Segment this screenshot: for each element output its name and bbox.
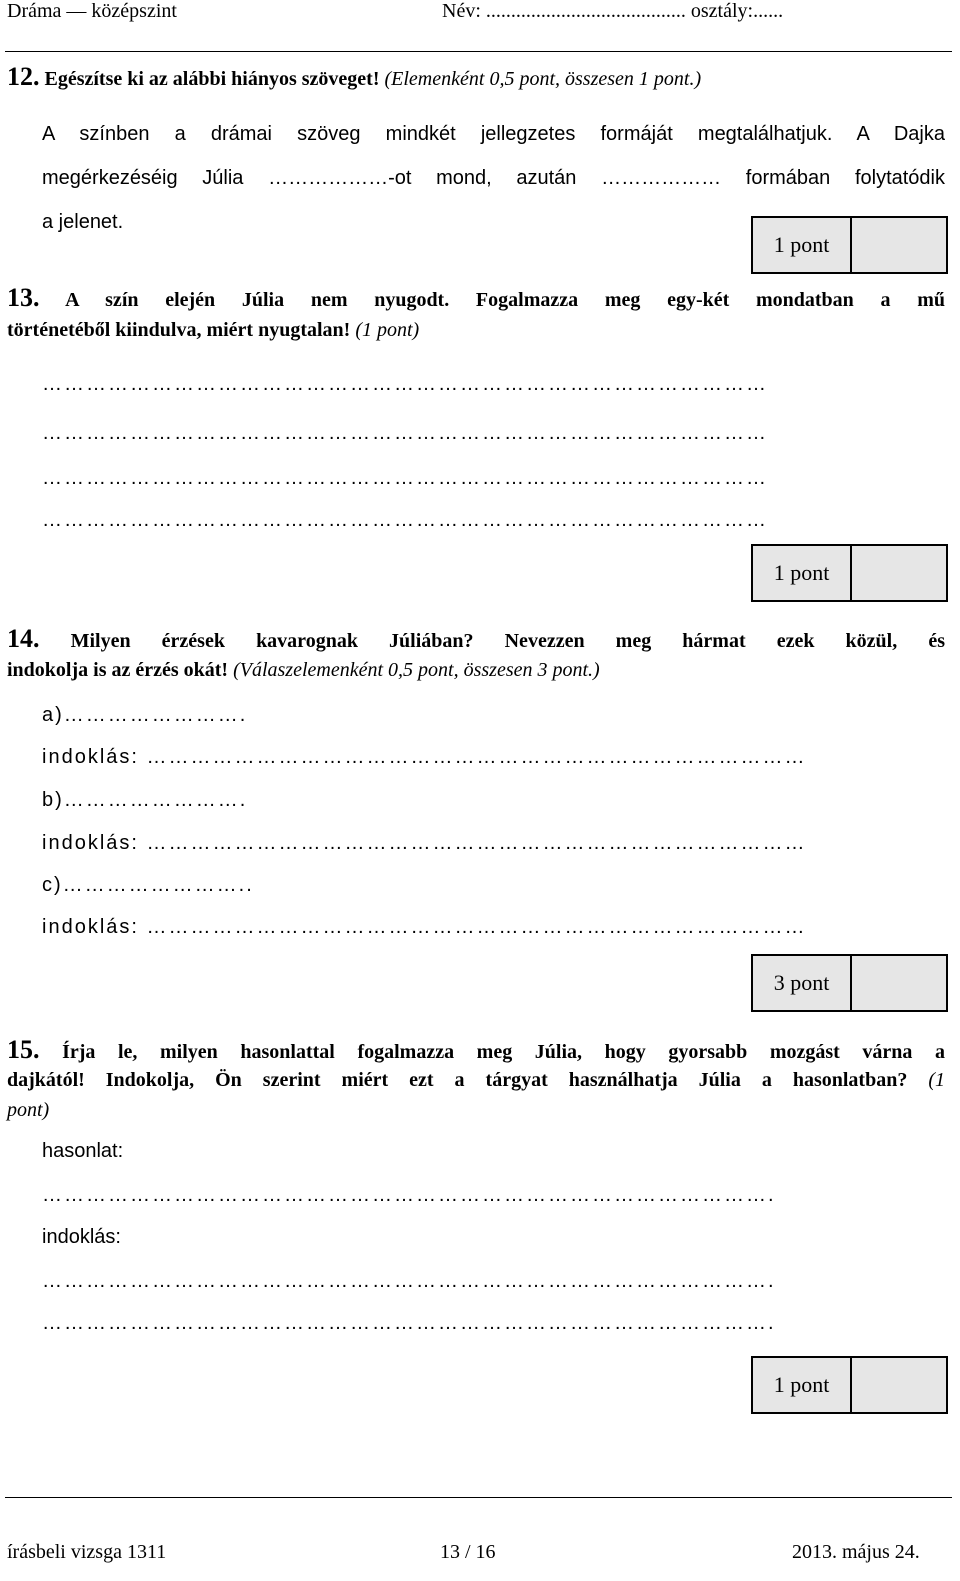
q15-reason-label: indoklás:	[42, 1226, 121, 1248]
q12-line-2: megérkezéséig Júlia ………………-ot mond, azután ……………… formában folytatódik	[42, 167, 945, 189]
q15-score-box	[751, 1356, 948, 1414]
q14-reason-b[interactable]: indoklás: ………………………………………………………………………………	[42, 832, 807, 854]
q13-prompt-1	[7, 283, 945, 315]
q15-reason-line-2[interactable]: ……………………………………………………………………………………….	[42, 1312, 776, 1334]
q14-answer-b[interactable]: b)…………………….	[42, 789, 248, 811]
q12-line-3: a jelenet.	[42, 211, 124, 233]
footer-date: 2013. május 24.	[792, 1541, 920, 1563]
q14-score-box	[751, 954, 948, 1012]
q13-answer-line-4[interactable]: ………………………………………………………………………………………	[42, 509, 768, 531]
q14-answer-c[interactable]: c)……………………..	[42, 874, 254, 896]
q12-score-label: 1 pont	[753, 218, 852, 272]
q15-score-field[interactable]	[852, 1358, 946, 1412]
q14-text-1: Milyen érzések kavarognak Júliában? Nevezzen meg hármat ezek közül, és	[39, 630, 945, 652]
q13-score-box	[751, 544, 948, 602]
q15-simile-line[interactable]: ……………………………………………………………………………………….	[42, 1184, 776, 1206]
q14-text-2: indokolja is az érzés okát!	[7, 659, 234, 681]
q12-text: Egészítse ki az alábbi hiányos szöveget!	[39, 68, 385, 90]
header-name-class: Név: ........................................ osztály:......	[442, 0, 784, 22]
q14-prompt-1	[7, 624, 945, 656]
q13-score-field[interactable]	[852, 546, 946, 600]
q15-note-2: pont)	[7, 1099, 50, 1121]
footer-exam: írásbeli vizsga 1311	[7, 1541, 167, 1563]
q15-prompt-2	[7, 1065, 945, 1095]
q12-score-field[interactable]	[852, 218, 946, 272]
q12-prompt	[7, 62, 945, 94]
q13-note: (1 pont)	[355, 319, 420, 341]
q15-text-1: Írja le, milyen hasonlattal fogalmazza meg Júlia, hogy gyorsabb mozgást várna a	[39, 1041, 945, 1063]
q15-note-1: (1	[928, 1069, 945, 1091]
q13-answer-line-1[interactable]: ………………………………………………………………………………………	[42, 373, 768, 395]
q12-line-1: A színben a drámai szöveg mindkét jellegzetes formáját megtalálhatjuk. A Dajka	[42, 123, 945, 145]
header-subject: Dráma — középszint	[7, 0, 177, 22]
q13-text-2: történetéből kiindulva, miért nyugtalan!	[7, 319, 356, 341]
q12-note: (Elemenként 0,5 pont, összesen 1 pont.)	[384, 68, 702, 90]
q14-number: 14.	[7, 624, 40, 653]
q12-score-box	[751, 216, 948, 274]
header-rule	[5, 51, 952, 52]
q15-number: 15.	[7, 1035, 40, 1064]
q15-text-2: dajkától! Indokolja, Ön szerint miért ezt a tárgyat használhatja Júlia a hasonlatban?	[7, 1069, 929, 1091]
q13-prompt-2	[7, 315, 945, 345]
q13-score-label: 1 pont	[753, 546, 852, 600]
q13-answer-line-2[interactable]: ………………………………………………………………………………………	[42, 422, 768, 444]
footer-rule	[5, 1497, 952, 1498]
q14-reason-c[interactable]: indoklás: ………………………………………………………………………………	[42, 916, 807, 938]
footer-page-number: 13 / 16	[440, 1541, 496, 1563]
q14-prompt-2	[7, 655, 945, 685]
q15-prompt-1	[7, 1035, 945, 1067]
q14-note: (Válaszelemenként 0,5 pont, összesen 3 pont.)	[233, 659, 600, 681]
q14-reason-a[interactable]: indoklás: ………………………………………………………………………………	[42, 746, 807, 768]
q15-reason-line-1[interactable]: ……………………………………………………………………………………….	[42, 1270, 776, 1292]
q14-score-label: 3 pont	[753, 956, 852, 1010]
q14-answer-a[interactable]: a)…………………….	[42, 704, 248, 726]
q13-text-1: A szín elején Júlia nem nyugodt. Fogalmazza meg egy-két mondatban a mű	[39, 289, 945, 311]
q13-number: 13.	[7, 283, 40, 312]
q12-number: 12.	[7, 62, 40, 91]
q13-answer-line-3[interactable]: ………………………………………………………………………………………	[42, 467, 768, 489]
q15-simile-label: hasonlat:	[42, 1140, 124, 1162]
q14-score-field[interactable]	[852, 956, 946, 1010]
q15-score-label: 1 pont	[753, 1358, 852, 1412]
